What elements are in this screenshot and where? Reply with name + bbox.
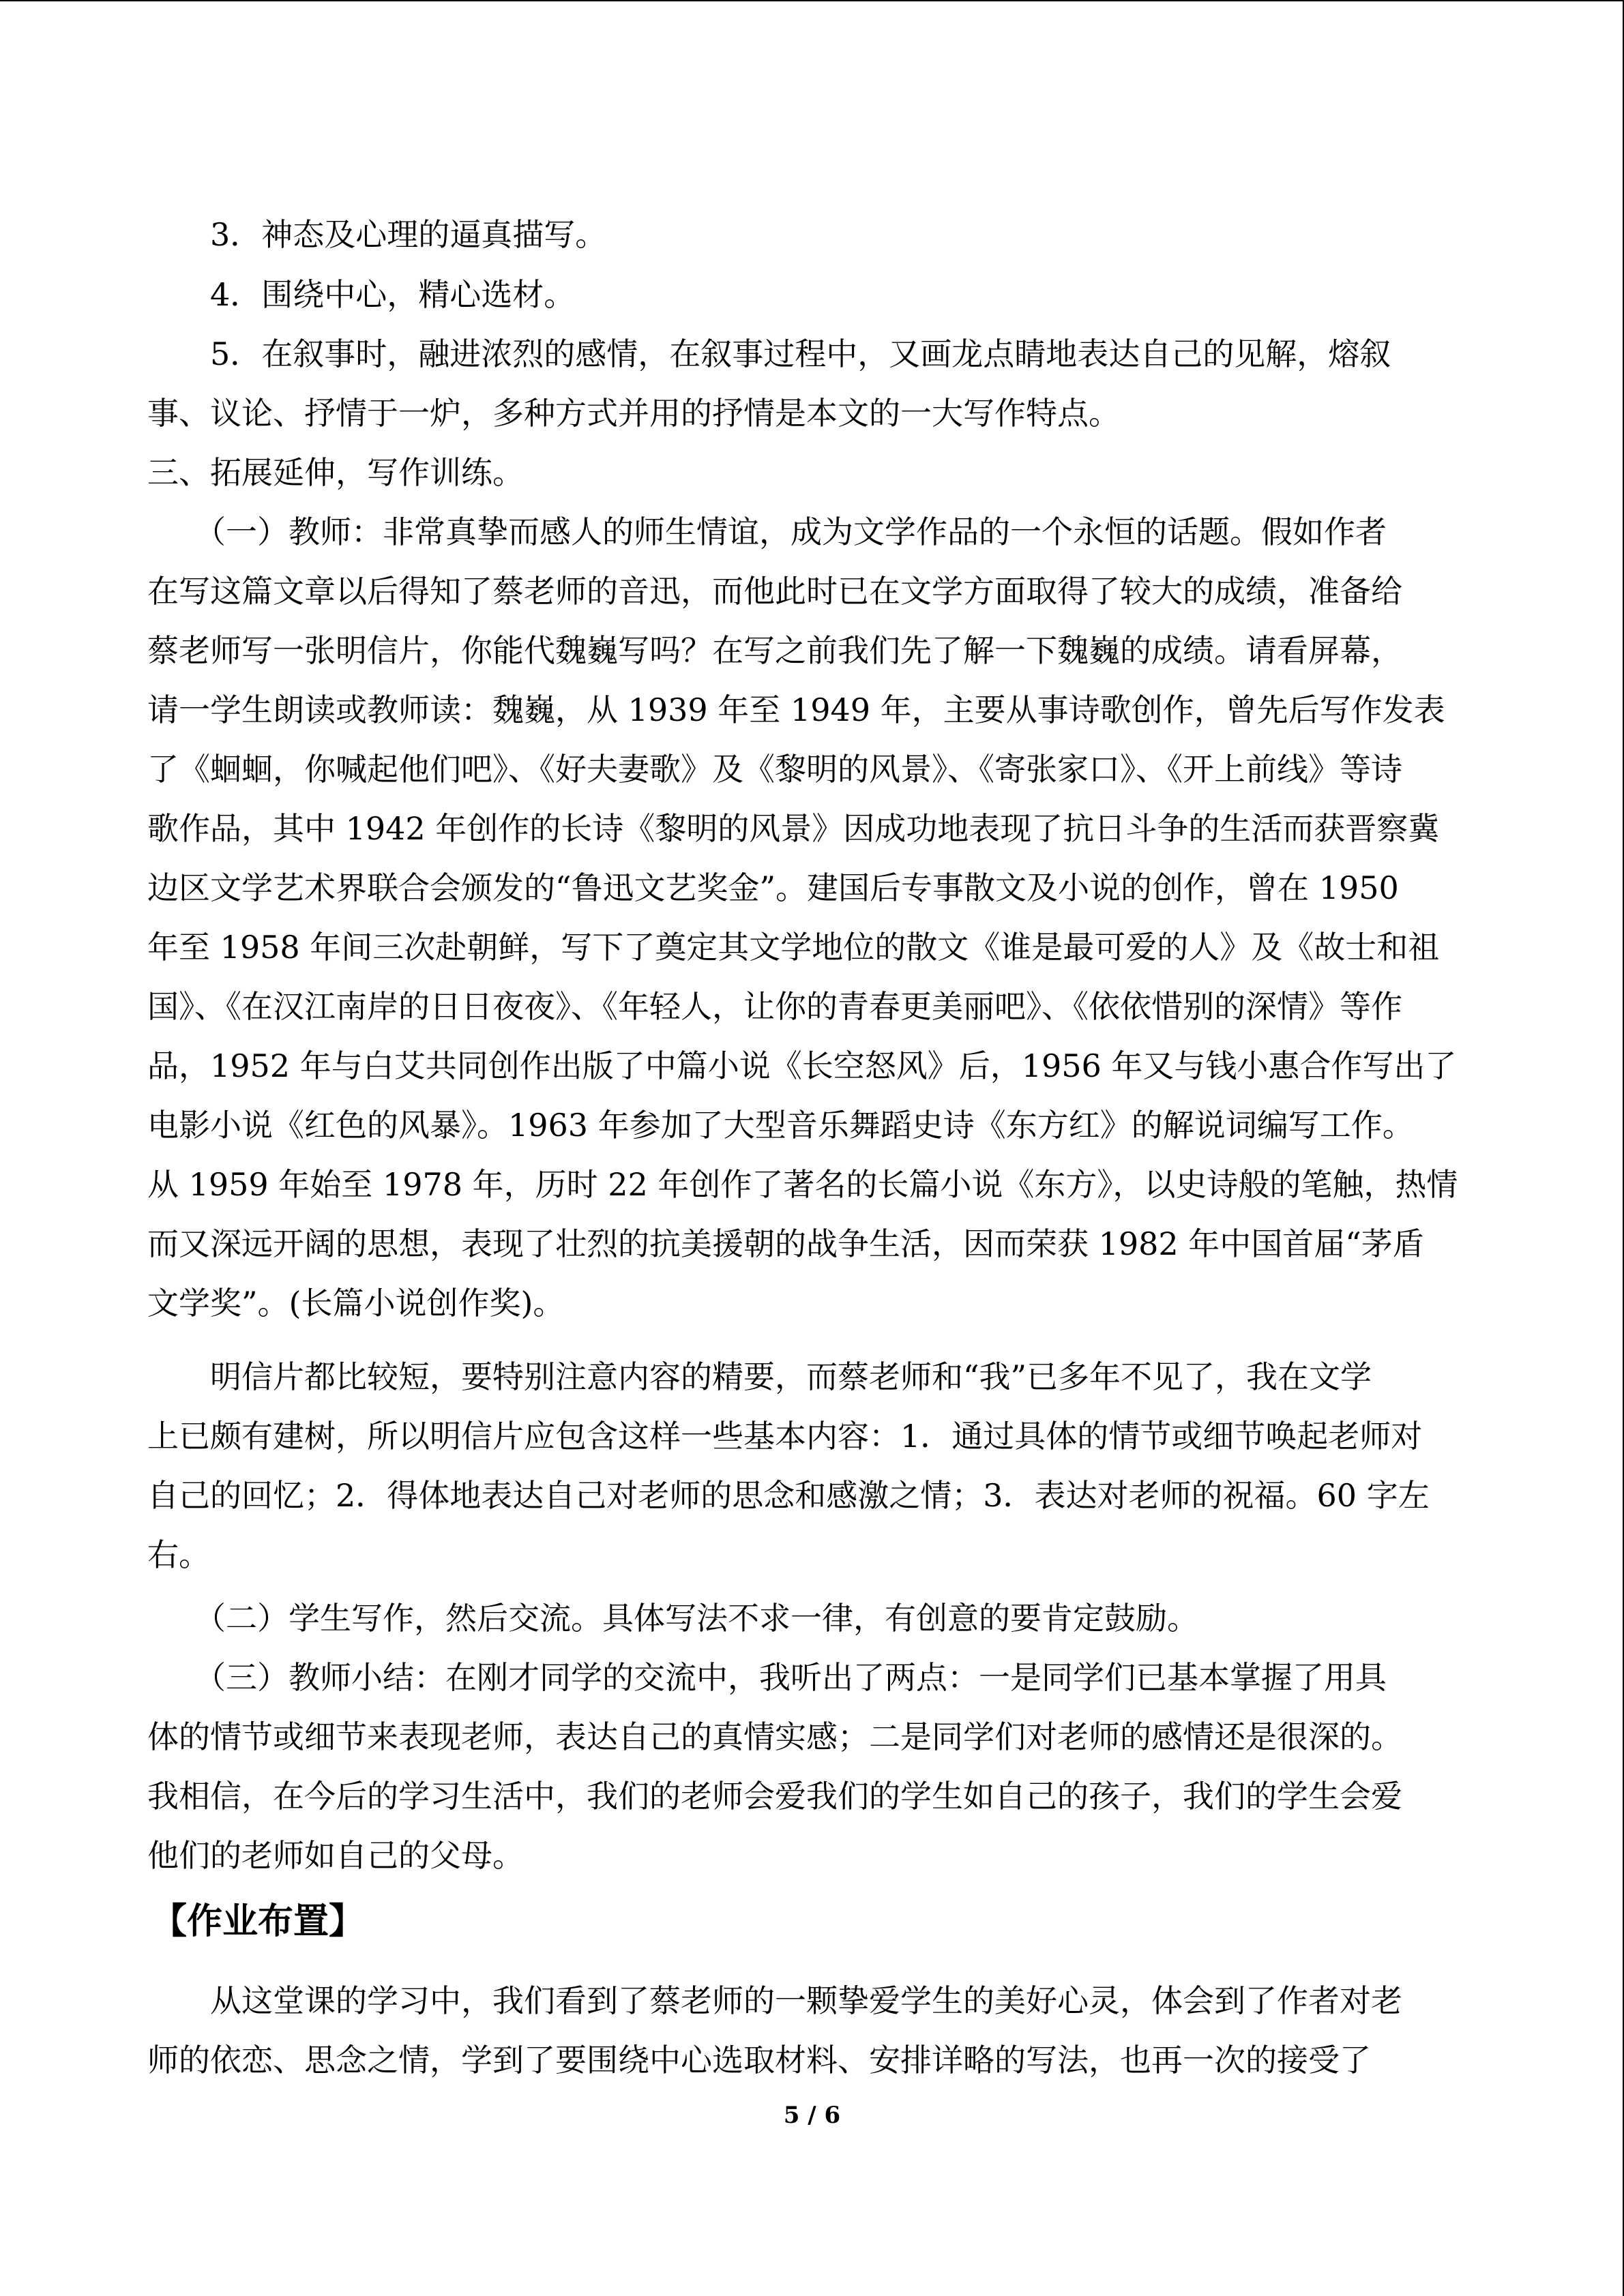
text-line: 我相信，在今后的学习生活中，我们的老师会爱我们的学生如自己的孩子，我们的学生会爱 xyxy=(147,1778,1402,1815)
text-line: 歌作品，其中 1942 年创作的长诗《黎明的风景》因成功地表现了抗日斗争的生活而获晋察冀 xyxy=(147,810,1440,847)
text-line: 从这堂课的学习中，我们看到了蔡老师的一颗挚爱学生的美好心灵，体会到了作者对老 xyxy=(147,1982,1402,2019)
section-title: 三、拓展延伸，写作训练。 xyxy=(147,454,524,491)
homework-heading: 【作业布置】 xyxy=(151,1901,365,1942)
text-line: 电影小说《红色的风暴》。1963 年参加了大型音乐舞蹈史诗《东方红》的解说词编写工作。 xyxy=(147,1107,1414,1144)
text-line: 年至 1958 年间三次赴朝鲜，写下了奠定其文学地位的散文《谁是最可爱的人》及《故士和祖 xyxy=(147,929,1440,966)
text-line: 体的情节或细节来表现老师，表达自己的真情实感；二是同学们对老师的感情还是很深的。 xyxy=(147,1718,1402,1755)
text-line: 请一学生朗读或教师读：魏巍，从 1939 年至 1949 年，主要从事诗歌创作，曾先后写作发表 xyxy=(147,691,1445,728)
text-line: 3．神态及心理的逼真描写。 xyxy=(147,216,607,253)
text-line: 他们的老师如自己的父母。 xyxy=(147,1837,524,1874)
text-line: 蔡老师写一张明信片，你能代魏巍写吗？在写之前我们先了解一下魏巍的成绩。请看屏幕， xyxy=(147,632,1402,669)
text-line: 师的依恋、思念之情，学到了要围绕中心选取材料、安排详略的写法，也再一次的接受了 xyxy=(147,2042,1371,2078)
page-number: 5 / 6 xyxy=(783,2102,841,2129)
text-line: 右。 xyxy=(147,1536,210,1573)
text-line: （三）教师小结：在刚才同学的交流中，我听出了两点：一是同学们已基本掌握了用具 xyxy=(147,1659,1387,1696)
text-line: 4．围绕中心，精心选材。 xyxy=(147,276,576,313)
text-line: （二）学生写作，然后交流。具体写法不求一律，有创意的要肯定鼓励。 xyxy=(147,1600,1198,1637)
text-line: 从 1959 年始至 1978 年，历时 22 年创作了著名的长篇小说《东方》，以史诗般的笔触，热情 xyxy=(147,1166,1458,1203)
text-line: 上已颇有建树，所以明信片应包含这样一些基本内容：1．通过具体的情节或细节唤起老师对 xyxy=(147,1418,1423,1455)
text-line: 边区文学艺术界联合会颁发的“鲁迅文艺奖金”。建国后专事散文及小说的创作，曾在 1950 xyxy=(147,869,1399,906)
text-line: 而又深远开阔的思想，表现了壮烈的抗美援朝的战争生活，因而荣获 1982 年中国首届“茅盾 xyxy=(147,1225,1424,1262)
text-line: 明信片都比较短，要特别注意内容的精要，而蔡老师和“我”已多年不见了，我在文学 xyxy=(147,1358,1372,1395)
text-line: 文学奖”。(长篇小说创作奖)。 xyxy=(147,1285,565,1322)
text-line: 自己的回忆；2．得体地表达自己对老师的思念和感激之情；3．表达对老师的祝福。60 字左 xyxy=(147,1477,1430,1514)
text-line: 事、议论、抒情于一炉，多种方式并用的抒情是本文的一大写作特点。 xyxy=(147,395,1120,432)
text-line: 5．在叙事时，融进浓烈的感情，在叙事过程中，又画龙点睛地表达自己的见解，熔叙 xyxy=(147,336,1391,372)
text-line: （一）教师：非常真挚而感人的师生情谊，成为文学作品的一个永恒的话题。假如作者 xyxy=(147,513,1387,550)
text-line: 品，1952 年与白艾共同创作出版了中篇小说《长空怒风》后，1956 年又与钱小惠合作写出了 xyxy=(147,1047,1457,1084)
text-line: 在写这篇文章以后得知了蔡老师的音迅，而他此时已在文学方面取得了较大的成绩，准备给 xyxy=(147,573,1402,610)
text-line: 了《蛔蛔，你喊起他们吧》、《好夫妻歌》及《黎明的风景》、《寄张家口》、《开上前线》等诗 xyxy=(147,751,1402,788)
text-line: 国》、《在汉江南岸的日日夜夜》、《年轻人，让你的青春更美丽吧》、《依依惜别的深情》等作 xyxy=(147,988,1402,1025)
